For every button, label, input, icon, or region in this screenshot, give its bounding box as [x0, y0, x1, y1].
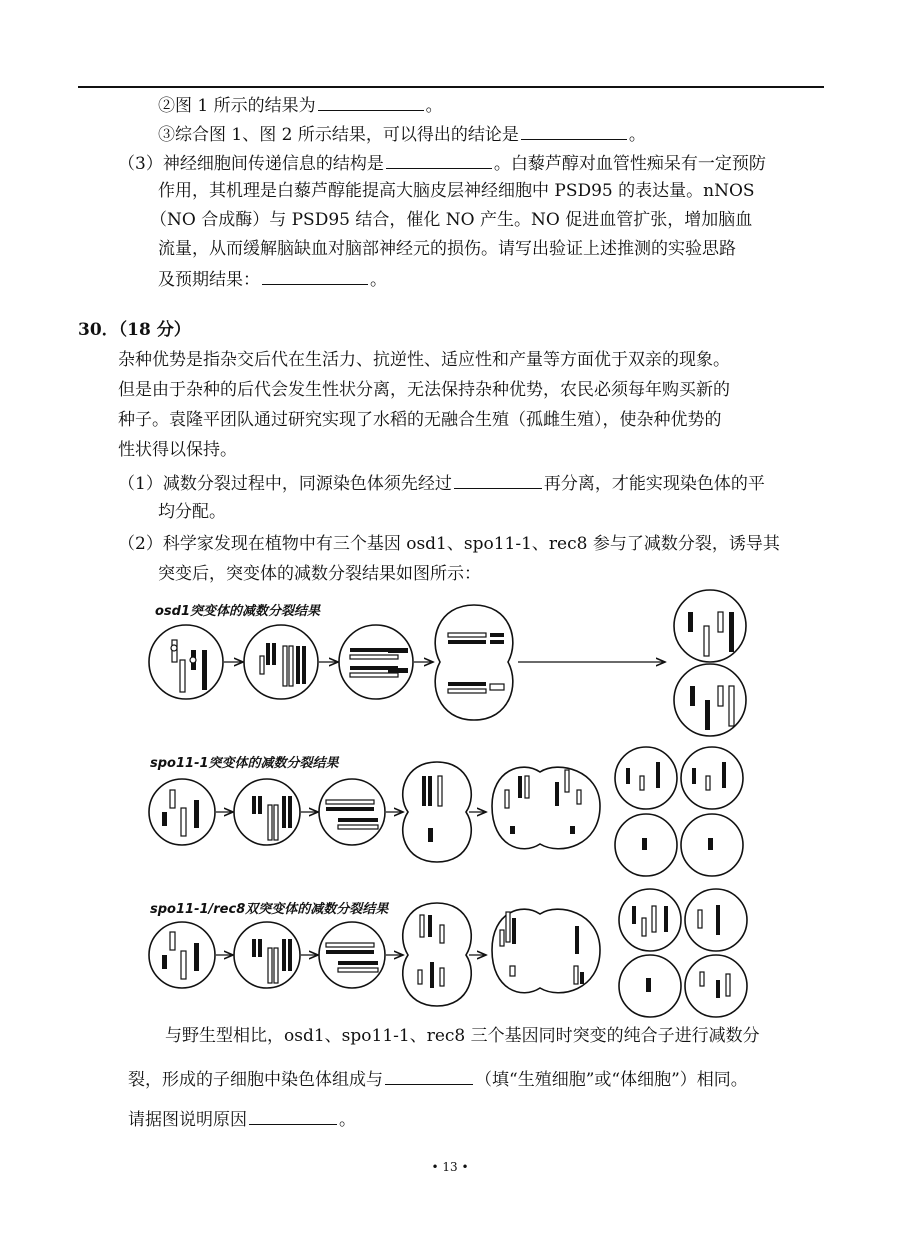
para-4: 性状得以保持。	[118, 440, 237, 460]
row2-daughter-1	[615, 747, 677, 809]
line-q3-2: 作用，其机理是白藜芦醇能提高大脑皮层神经细胞中 PSD95 的表达量。nNOS	[158, 181, 755, 201]
conclusion-line-2	[128, 1066, 748, 1092]
subq-2: （2）科学家发现在植物中有三个基因 osd1、spo11-1、rec8 参与了减数分裂，诱导其	[118, 534, 780, 554]
page-number: • 13 •	[431, 1160, 469, 1174]
text: 。	[425, 96, 443, 116]
question-30-heading: 30．（18 分）	[78, 320, 191, 340]
text: ②图 1 所示的结果为	[158, 96, 316, 116]
answer-blank[interactable]	[385, 1066, 473, 1085]
row2-cell-2	[234, 779, 300, 845]
conclusion-line-3	[128, 1106, 356, 1132]
para-2: 但是由于杂种的后代会发生性状分离，无法保持杂种优势，农民必须每年购买新的	[118, 380, 730, 400]
figure-title-double: spo11-1/rec8双突变体的减数分裂结果	[150, 902, 389, 917]
row3-cell-3	[319, 922, 385, 988]
text: （3）神经细胞间传递信息的结构是	[118, 154, 384, 174]
subq-1-cont: 均分配。	[158, 502, 226, 522]
row1-daughter-2	[674, 664, 746, 736]
row1-cell-4-dividing	[435, 605, 513, 720]
text: 。	[628, 125, 646, 145]
row3-daughter-1	[619, 889, 681, 951]
text: 及预期结果：	[158, 270, 260, 290]
text: 请据图说明原因	[128, 1110, 247, 1130]
row2-daughter-2	[681, 747, 743, 809]
row2-cell-4-dividing	[403, 762, 472, 862]
line-q3-3: （NO 合成酶）与 PSD95 结合，催化 NO 产生。NO 促进血管扩张，增加脑血	[150, 210, 753, 230]
para-3: 种子。袁隆平团队通过研究实现了水稻的无融合生殖（孤雌生殖），使杂种优势的	[118, 410, 722, 430]
row2-daughter-3	[615, 814, 677, 876]
answer-blank[interactable]	[249, 1106, 337, 1125]
text: （填“生殖细胞”或“体细胞”）相同。	[475, 1070, 748, 1090]
subq-2-cont: 突变后，突变体的减数分裂结果如图所示：	[158, 564, 481, 584]
row3-cell-2	[234, 922, 300, 988]
text: 。白藜芦醇对血管性痴呆有一定预防	[493, 154, 766, 174]
row2-cell-1	[149, 779, 215, 845]
row2-daughter-4	[681, 814, 743, 876]
row1-cell-1	[149, 625, 223, 699]
figure-title-osd1: osd1突变体的减数分裂结果	[155, 604, 321, 619]
row2-cell-3	[319, 779, 385, 845]
row1-cell-2	[244, 625, 318, 699]
text: 。	[339, 1110, 356, 1130]
row2-cell-5-dividing	[492, 767, 600, 849]
para-1: 杂种优势是指杂交后代在生活力、抗逆性、适应性和产量等方面优于双亲的现象。	[118, 350, 730, 370]
row1-cell-3	[339, 625, 413, 699]
row3-cell-5-dividing	[492, 909, 600, 993]
row1-daughter-1	[674, 590, 746, 662]
row3-cell-1	[149, 922, 215, 988]
row3-cell-4-dividing	[403, 903, 472, 1006]
line-q3-4: 流量，从而缓解脑缺血对脑部神经元的损伤。请写出验证上述推测的实验思路	[158, 239, 736, 259]
row3-daughter-3	[619, 955, 681, 1017]
row3-daughter-2	[685, 889, 747, 951]
text: ③综合图 1、图 2 所示结果，可以得出的结论是	[158, 125, 519, 145]
conclusion-line-1: 与野生型相比，osd1、spo11-1、rec8 三个基因同时突变的纯合子进行减数分	[165, 1026, 760, 1046]
text: 裂，形成的子细胞中染色体组成与	[128, 1070, 383, 1090]
row3-daughter-4	[685, 955, 747, 1017]
text: （1）减数分裂过程中，同源染色体须先经过	[118, 474, 452, 494]
figure-title-spo11: spo11-1突变体的减数分裂结果	[150, 756, 339, 771]
text: 。	[370, 270, 387, 290]
text: 再分离，才能实现染色体的平	[543, 474, 765, 494]
